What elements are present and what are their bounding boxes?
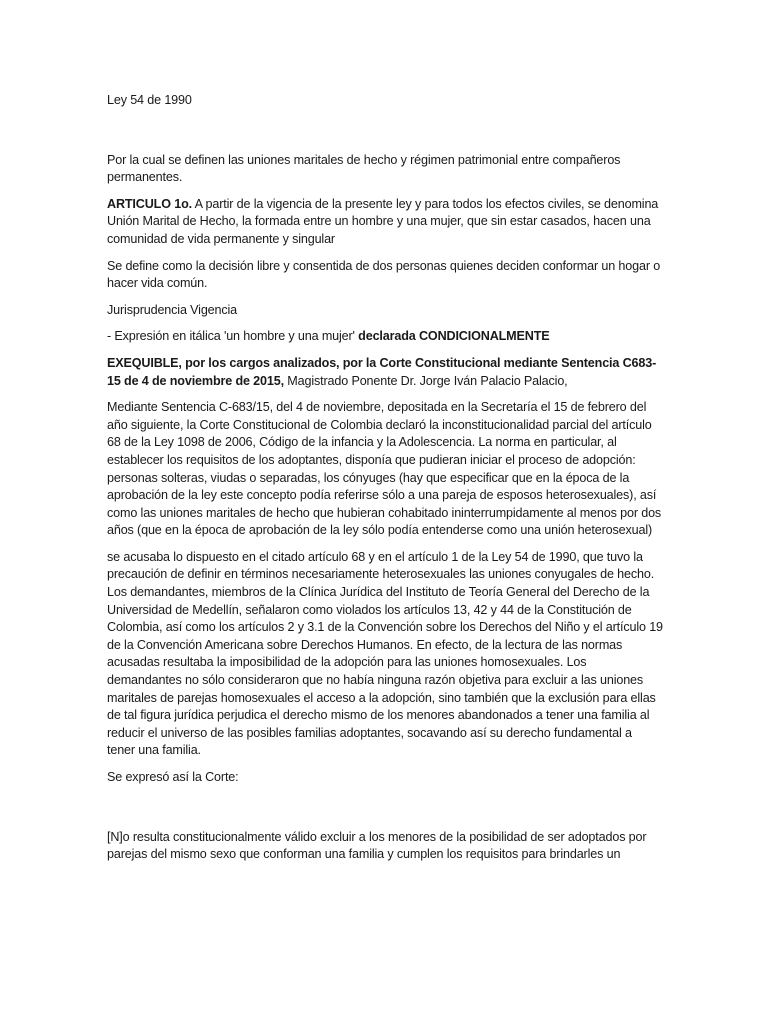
acusaba-paragraph: se acusaba lo dispuesto en el citado artículo 68 y en el artículo 1 de la Ley 54 de 1990, que tuvo la precaución de definir en términos necesariamente heterosexuales las uniones conyugales de hecho. Los demandantes, miembros de la Clínica Jurídica del Instituto de Teoría General del Derecho de la Universidad de Medellín, señalaron como violados los artículos 13, 42 y 44 de la Constitución de Colombia, así como los artículos 2 y 3.1 de la Convención sobre los Derechos del Niño y el artículo 19 de la Convención Americana sobre Derechos Humanos. En efecto, de la lectura de las normas acusadas resultaba la imposibilidad de la adopción para las uniones homosexuales. Los demandantes no sólo consideraron que no había ninguna razón objetiva para excluir a las uniones maritales de parejas homosexuales el acceso a la adopción, sino también que la exclusión para ellas de tal figura jurídica perjudica el derecho mismo de los menores abandonados a tener una familia al reducir el universo de las posibles familias adoptantes, socavando así su derecho fundamental a tener una familia. xyxy=(107,549,663,758)
intro-paragraph: Por la cual se definen las uniones maritales de hecho y régimen patrimonial entre compañeros permanentes. xyxy=(107,152,621,185)
article-label: ARTICULO 1o. xyxy=(107,196,192,211)
jurisprudence-heading: Jurisprudencia Vigencia xyxy=(107,302,238,317)
article-text: A partir de la vigencia de la presente ley y para todos los efectos civiles, se denomina Unión Marital de Hecho, la formada entre un hombre y una mujer, que sin estar casados, hacen una comunidad de vida permanente y singular xyxy=(107,196,659,246)
expression-plain: - Expresión en itálica 'un hombre y una mujer' xyxy=(107,329,359,344)
quote-paragraph: [N]o resulta constitucionalmente válido excluir a los menores de la posibilidad de ser adoptados por parejas del mismo sexo que conforman una familia y cumplen los requisitos para brindarles un xyxy=(107,829,647,862)
document-page xyxy=(107,92,663,864)
exequible-plain: Magistrado Ponente Dr. Jorge Iván Palacio Palacio, xyxy=(283,373,568,388)
court-said-line: Se expresó así la Corte: xyxy=(107,770,239,784)
expression-paragraph xyxy=(107,328,663,346)
expression-bold: declarada CONDICIONALMENTE xyxy=(358,329,550,344)
sentencia-paragraph: Mediante Sentencia C-683/15, del 4 de noviembre, depositada en la Secretaría el 15 de febrero del año siguiente, la Corte Constitucional de Colombia declaró la inconstitucionalidad parcial del artículo 68 de la Ley 1098 de 2006, Código de la infancia y la Adolescencia. La norma en particular, al establecer los requisitos de los adoptantes, disponía que pudieran iniciar el proceso de adopción: personas solteras, viudas o separadas, los cónyuges (hay que especificar que en la época de la aprobación de la ley este concepto podía referirse sólo a una pareja de esposos heterosexuales), así como las uniones maritales de hecho que hubieran cohabitado ininterrumpidamente al menos por dos años (que en la época de aprobación de la ley sólo podía entenderse como una unión heterosexual) xyxy=(107,400,662,538)
exequible-paragraph xyxy=(107,355,663,390)
exequible-bold: EXEQUIBLE, por los cargos analizados, por la Corte Constitucional mediante Sentencia C683-15 de 4 de noviembre de 2015, xyxy=(107,355,657,388)
article-paragraph xyxy=(107,196,663,249)
document-title: Ley 54 de 1990 xyxy=(107,93,192,107)
definition-paragraph: Se define como la decisión libre y consentida de dos personas quienes deciden conformar un hogar o hacer vida común. xyxy=(107,258,661,291)
